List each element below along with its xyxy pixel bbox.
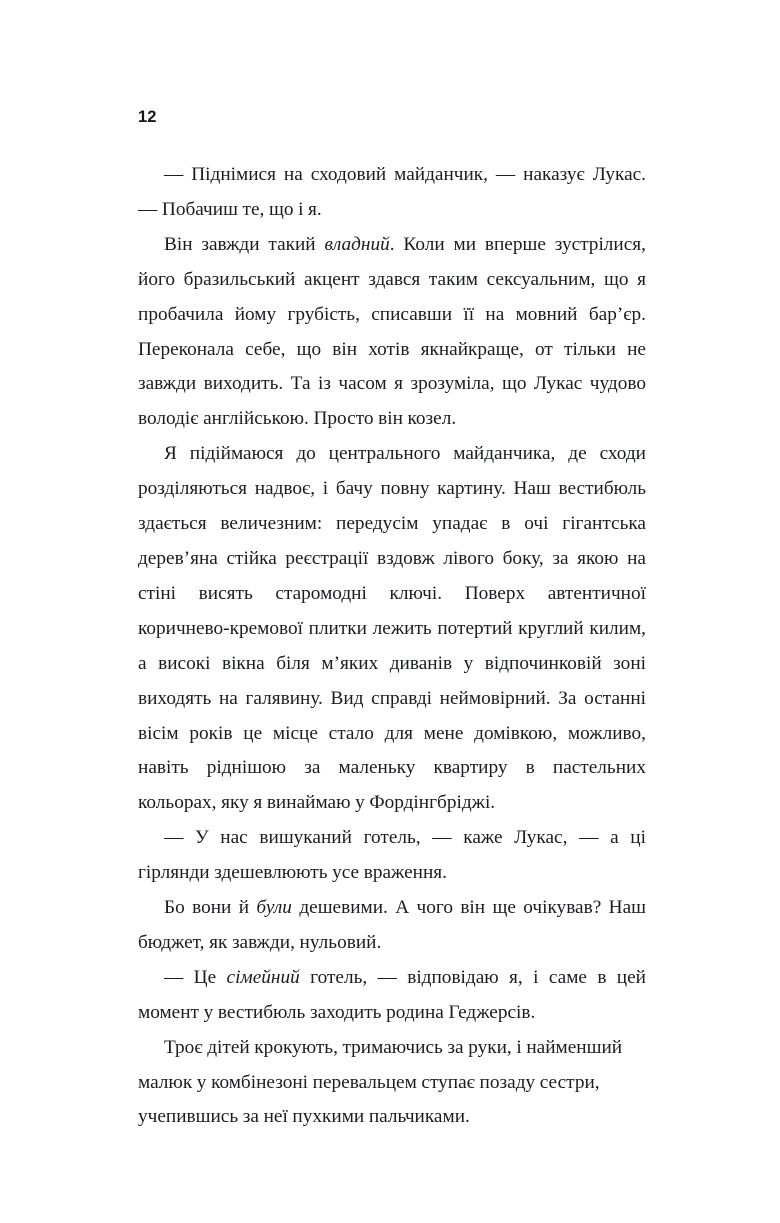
paragraph: — У нас вишуканий готель, — каже Лукас, — а ці гірлянди здешевлюють усе враження. [138,827,646,884]
paragraph: Троє дітей крокують, тримаючись за руки, і найменший малюк у комбінезоні перевальцем ступає позаду сестри, учепившись за неї пухкими пальчиками. [138,1036,623,1128]
body-text-block [138,158,646,1135]
paragraph: — Це сімейний готель, — відповідаю я, і саме в цей момент у вестибюль заходить родина Геджерсів. [138,966,646,1023]
paragraph: Він завжди такий владний. Коли ми вперше зустрілися, його бразильський акцент здався таким сексуальним, що я пробачила йому грубість, списавши її на мовний бар’єр. Переконала себе, що він хотів якнайкраще, от тільки не завжди виходить. Та із часом я зрозуміла, що Лукас чудово володіє англійською. Просто він козел. [138,233,646,430]
paragraph: — Піднімися на сходовий майданчик, — наказує Лукас. — Побачиш те, що і я. [138,164,646,220]
page-number: 12 [138,108,157,126]
paragraph: Я підіймаюся до центрального майданчика, де сходи розділяються надвоє, і бачу повну картину. Наш вестибюль здається величезним: передусім упадає в очі гігантська дерев’яна стійка реєстрації вздовж лівого боку, за якою на стіні висять старомодні ключі. Поверх автентичної коричнево-кремової плитки лежить потертий круглий килим, а високі вікна біля м’яких диванів у відпочинковій зоні виходять на галявину. Вид справді неймовірний. За останні вісім років це місце стало для мене домівкою, можливо, навіть ріднішою за маленьку квартиру в пастельних кольорах, яку я винаймаю у Фордінгбріджі. [138,443,646,814]
paragraph: Бо вони й були дешевими. А чого він ще очікував? Наш бюджет, як завжди, нульовий. [138,897,646,953]
